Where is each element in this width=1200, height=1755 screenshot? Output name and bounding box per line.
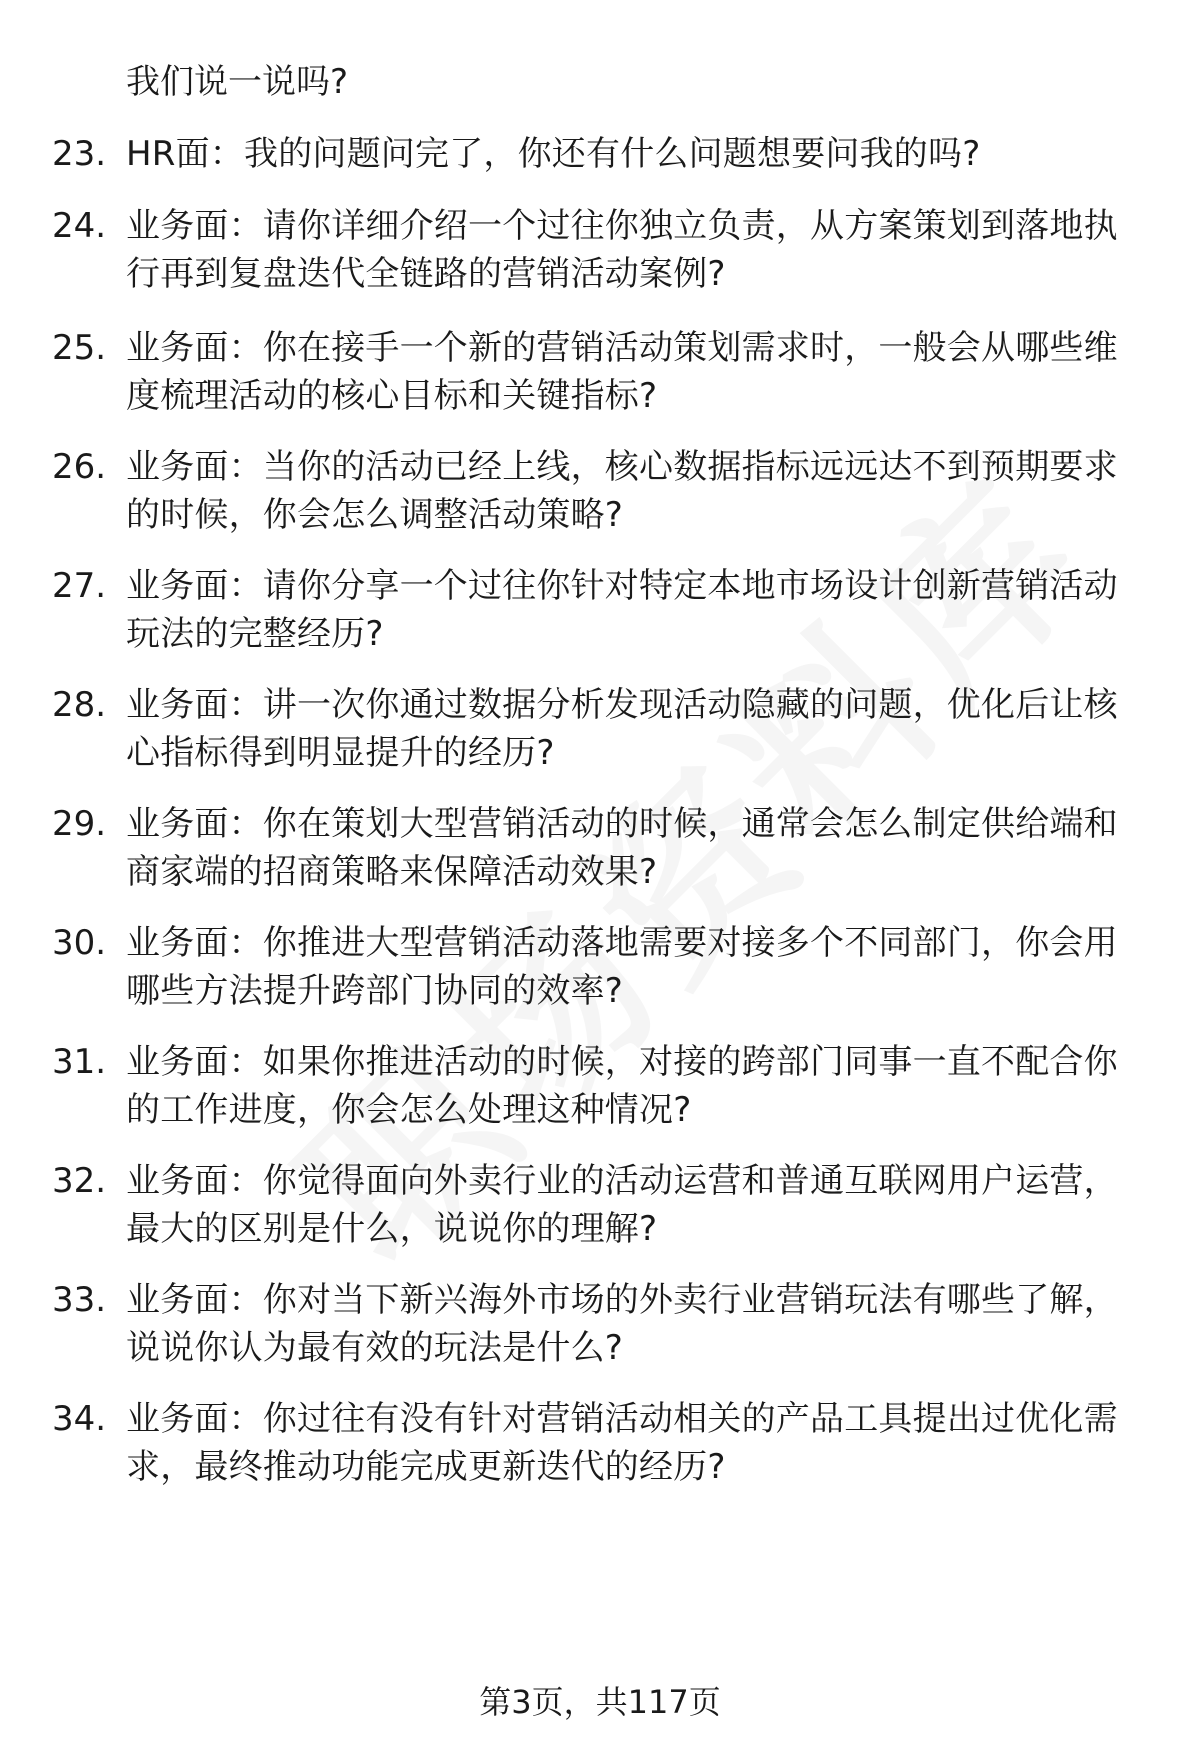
question-text: 业务面：你在策划大型营销活动的时候，通常会怎么制定供给端和商家端的招商策略来保障活动效果? xyxy=(126,804,1118,892)
question-number: 23. xyxy=(52,134,107,174)
question-text: 业务面：你过往有没有针对营销活动相关的产品工具提出过优化需求，最终推动功能完成更新迭代的经历? xyxy=(126,1399,1118,1487)
continued-question-text: 我们说一说吗? xyxy=(126,62,349,102)
question-number: 25. xyxy=(52,328,107,368)
question-text: 业务面：你在接手一个新的营销活动策划需求时，一般会从哪些维度梳理活动的核心目标和关键指标? xyxy=(126,328,1118,416)
question-text: 业务面：如果你推进活动的时候，对接的跨部门同事一直不配合你的工作进度，你会怎么处理这种情况? xyxy=(126,1042,1118,1130)
question-number: 30. xyxy=(52,923,107,963)
question-number: 27. xyxy=(52,566,107,606)
question-number: 33. xyxy=(52,1280,107,1320)
question-number: 24. xyxy=(52,206,107,246)
question-number: 31. xyxy=(52,1042,107,1082)
question-number: 34. xyxy=(52,1399,107,1439)
question-number: 28. xyxy=(52,685,107,725)
question-number: 26. xyxy=(52,447,107,487)
question-text: 业务面：你对当下新兴海外市场的外卖行业营销玩法有哪些了解，说说你认为最有效的玩法是什么? xyxy=(126,1280,1118,1368)
question-text: HR面：我的问题问完了，你还有什么问题想要问我的吗? xyxy=(126,134,981,174)
question-text: 业务面：请你详细介绍一个过往你独立负责，从方案策划到落地执行再到复盘迭代全链路的营销活动案例? xyxy=(126,206,1118,294)
page-footer: 第3页，共117页 xyxy=(479,1683,721,1721)
question-number: 32. xyxy=(52,1161,107,1201)
question-text: 业务面：当你的活动已经上线，核心数据指标远远达不到预期要求的时候，你会怎么调整活动策略? xyxy=(126,447,1118,535)
question-text: 业务面：你觉得面向外卖行业的活动运营和普通互联网用户运营，最大的区别是什么，说说你的理解? xyxy=(126,1161,1118,1249)
question-text: 业务面：请你分享一个过往你针对特定本地市场设计创新营销活动玩法的完整经历? xyxy=(126,566,1118,654)
question-text: 业务面：你推进大型营销活动落地需要对接多个不同部门，你会用哪些方法提升跨部门协同的效率? xyxy=(126,923,1118,1011)
question-number: 29. xyxy=(52,804,107,844)
question-text: 业务面：讲一次你通过数据分析发现活动隐藏的问题，优化后让核心指标得到明显提升的经历? xyxy=(126,685,1118,773)
